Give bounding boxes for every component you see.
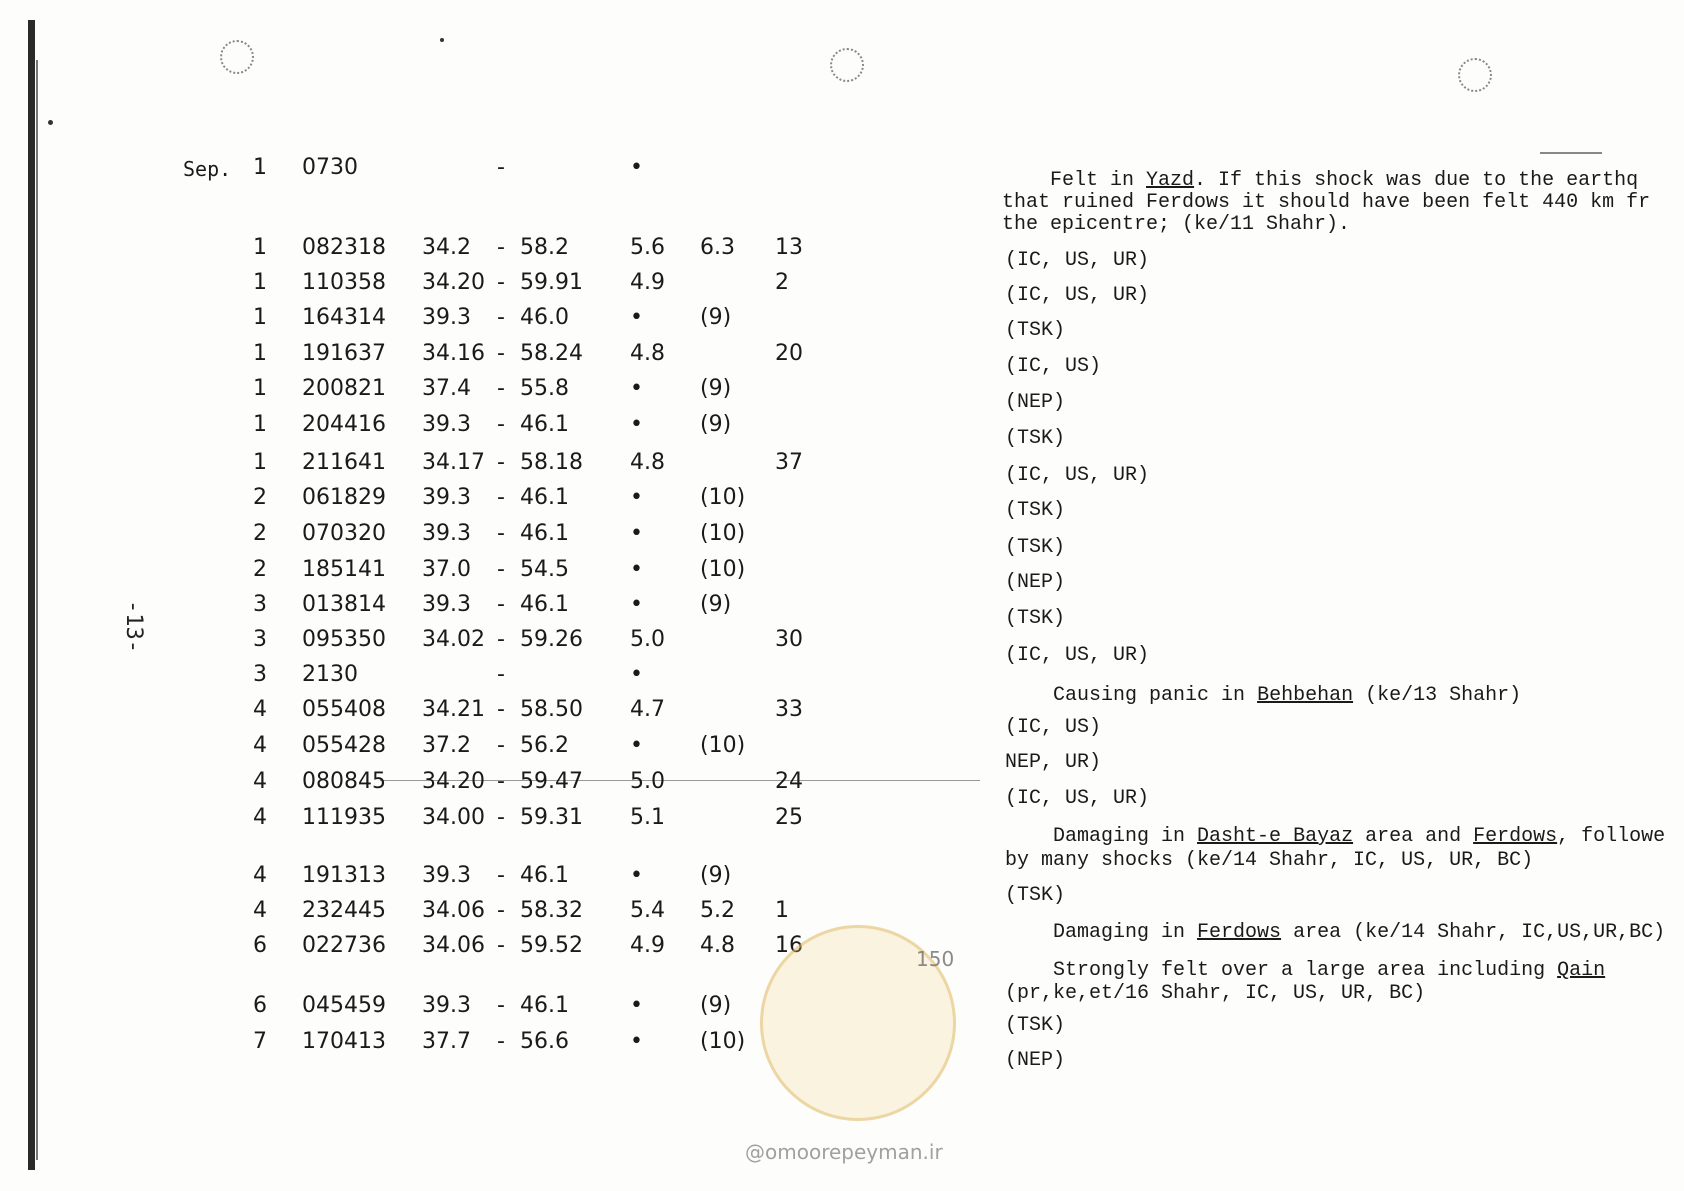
time-cell: 2130 (302, 662, 358, 687)
coordinate-separator: - (497, 557, 505, 582)
latitude-cell: 39.3 (422, 863, 471, 888)
latitude-cell: 34.02 (422, 627, 485, 652)
day-cell: 1 (253, 341, 267, 366)
magnitude-ms-cell: 6.3 (700, 235, 735, 260)
magnitude-mb-cell: 4.8 (630, 450, 665, 475)
remark-line: Damaging in Dasht-e Bayaz area and Ferdows, followe (1053, 825, 1666, 848)
longitude-cell: 56.6 (520, 1029, 569, 1054)
station-count-cell: 33 (775, 697, 803, 722)
time-cell: 045459 (302, 993, 386, 1018)
coordinate-separator: - (497, 521, 505, 546)
day-cell: 3 (253, 662, 267, 687)
longitude-cell: 55.8 (520, 376, 569, 401)
remark-line: (TSK) (1005, 1014, 1066, 1037)
day-cell: 3 (253, 627, 267, 652)
coordinate-separator: - (497, 450, 505, 475)
remark-line: (IC, US) (1005, 716, 1102, 739)
coordinate-separator: - (497, 592, 505, 617)
time-cell: 170413 (302, 1029, 386, 1054)
coordinate-separator: - (497, 1029, 505, 1054)
longitude-cell: 58.2 (520, 235, 569, 260)
day-cell: 4 (253, 733, 267, 758)
longitude-cell: 59.52 (520, 933, 583, 958)
speck (440, 38, 444, 42)
remark-line: (TSK) (1005, 884, 1066, 907)
magnitude-mb-cell: 5.1 (630, 805, 665, 830)
time-cell: 185141 (302, 557, 386, 582)
coordinate-separator: - (497, 270, 505, 295)
longitude-cell: 54.5 (520, 557, 569, 582)
station-count-cell: 13 (775, 235, 803, 260)
latitude-cell: 37.7 (422, 1029, 471, 1054)
magnitude-mb-cell: 4.9 (630, 270, 665, 295)
station-count-cell: 16 (775, 933, 803, 958)
magnitude-mb-cell: 5.0 (630, 627, 665, 652)
time-cell: 232445 (302, 898, 386, 923)
time-cell: 095350 (302, 627, 386, 652)
remark-line: Strongly felt over a large area including Qain (1053, 959, 1606, 982)
magnitude-mb-cell: • (630, 592, 643, 617)
magnitude-mb-cell: • (630, 305, 643, 330)
binding-shadow (36, 60, 38, 1160)
magnitude-ms-cell: (9) (700, 863, 732, 888)
longitude-cell: 46.1 (520, 485, 569, 510)
longitude-cell: 58.24 (520, 341, 583, 366)
coordinate-separator: - (497, 733, 505, 758)
page-number: -13- (121, 600, 146, 653)
binding-edge (28, 20, 35, 1170)
remark-line: (IC, US, UR) (1005, 249, 1150, 272)
month-label: Sep. (183, 157, 232, 181)
station-count-cell: 1 (775, 898, 789, 923)
magnitude-mb-cell: 4.8 (630, 341, 665, 366)
time-cell: 070320 (302, 521, 386, 546)
latitude-cell: 34.20 (422, 270, 485, 295)
latitude-cell: 37.4 (422, 376, 471, 401)
station-count-cell: 25 (775, 805, 803, 830)
latitude-cell: 39.3 (422, 305, 471, 330)
magnitude-mb-cell: 5.4 (630, 898, 665, 923)
latitude-cell: 34.16 (422, 341, 485, 366)
remark-line: (IC, US, UR) (1005, 284, 1150, 307)
day-cell: 1 (253, 376, 267, 401)
day-cell: 1 (253, 412, 267, 437)
magnitude-ms-cell: (10) (700, 557, 746, 582)
magnitude-ms-cell: (10) (700, 485, 746, 510)
longitude-cell: 56.2 (520, 733, 569, 758)
magnitude-mb-cell: • (630, 863, 643, 888)
day-cell: 1 (253, 270, 267, 295)
time-cell: 110358 (302, 270, 386, 295)
remark-line: (pr,ke,et/16 Shahr, IC, US, UR, BC) (1005, 982, 1426, 1005)
latitude-cell: 34.21 (422, 697, 485, 722)
day-cell: 1 (253, 155, 267, 180)
day-cell: 1 (253, 450, 267, 475)
magnitude-mb-cell: 5.0 (630, 769, 665, 794)
longitude-cell: 59.47 (520, 769, 583, 794)
punch-hole (220, 40, 254, 74)
longitude-cell: 59.91 (520, 270, 583, 295)
remark-line: (NEP) (1005, 571, 1066, 594)
magnitude-mb-cell: • (630, 557, 643, 582)
coordinate-separator: - (497, 863, 505, 888)
remark-line: (IC, US) (1005, 355, 1102, 378)
remark-line: (TSK) (1005, 427, 1066, 450)
magnitude-mb-cell: • (630, 733, 643, 758)
magnitude-mb-cell: • (630, 412, 643, 437)
time-cell: 055408 (302, 697, 386, 722)
latitude-cell: 34.2 (422, 235, 471, 260)
magnitude-mb-cell: • (630, 1029, 643, 1054)
longitude-cell: 58.50 (520, 697, 583, 722)
day-cell: 4 (253, 863, 267, 888)
magnitude-ms-cell: 4.8 (700, 933, 735, 958)
longitude-cell: 59.26 (520, 627, 583, 652)
remark-line: (TSK) (1005, 319, 1066, 342)
station-count-cell: 30 (775, 627, 803, 652)
coordinate-separator: - (497, 697, 505, 722)
magnitude-mb-cell: • (630, 993, 643, 1018)
day-cell: 6 (253, 933, 267, 958)
day-cell: 4 (253, 805, 267, 830)
coordinate-separator: - (497, 769, 505, 794)
day-cell: 1 (253, 235, 267, 260)
watermark-text: @omoorepeyman.ir (745, 1140, 943, 1164)
latitude-cell: 37.2 (422, 733, 471, 758)
time-cell: 200821 (302, 376, 386, 401)
magnitude-mb-cell: • (630, 155, 643, 180)
remark-line: the epicentre; (ke/11 Shahr). (1002, 213, 1351, 236)
coordinate-separator: - (497, 627, 505, 652)
longitude-cell: 46.1 (520, 592, 569, 617)
latitude-cell: 39.3 (422, 993, 471, 1018)
day-cell: 3 (253, 592, 267, 617)
latitude-cell: 34.06 (422, 933, 485, 958)
magnitude-ms-cell: (9) (700, 376, 732, 401)
coordinate-separator: - (497, 305, 505, 330)
scan-mark (1540, 152, 1602, 154)
latitude-cell: 34.20 (422, 769, 485, 794)
remark-line: (NEP) (1005, 1049, 1066, 1072)
longitude-cell: 46.1 (520, 521, 569, 546)
coordinate-separator: - (497, 155, 505, 180)
longitude-cell: 58.18 (520, 450, 583, 475)
magnitude-mb-cell: 5.6 (630, 235, 665, 260)
punch-hole (1458, 58, 1492, 92)
magnitude-mb-cell: 4.7 (630, 697, 665, 722)
magnitude-ms-cell: 5.2 (700, 898, 735, 923)
remark-line: (TSK) (1005, 607, 1066, 630)
magnitude-ms-cell: (10) (700, 1029, 746, 1054)
speck (48, 120, 53, 125)
time-cell: 211641 (302, 450, 386, 475)
time-cell: 055428 (302, 733, 386, 758)
remark-line: that ruined Ferdows it should have been felt 440 km fr (1002, 191, 1651, 214)
remark-line: (TSK) (1005, 499, 1066, 522)
day-cell: 4 (253, 898, 267, 923)
coordinate-separator: - (497, 898, 505, 923)
day-cell: 2 (253, 557, 267, 582)
day-cell: 4 (253, 697, 267, 722)
magnitude-ms-cell: (9) (700, 305, 732, 330)
remark-line: (IC, US, UR) (1005, 787, 1150, 810)
coordinate-separator: - (497, 485, 505, 510)
time-cell: 111935 (302, 805, 386, 830)
remark-line: (NEP) (1005, 391, 1066, 414)
day-cell: 7 (253, 1029, 267, 1054)
day-cell: 6 (253, 993, 267, 1018)
magnitude-ms-cell: (9) (700, 993, 732, 1018)
magnitude-ms-cell: (9) (700, 592, 732, 617)
remark-line: (TSK) (1005, 536, 1066, 559)
time-cell: 022736 (302, 933, 386, 958)
day-cell: 1 (253, 305, 267, 330)
magnitude-ms-cell: (10) (700, 733, 746, 758)
punch-hole (830, 48, 864, 82)
coordinate-separator: - (497, 933, 505, 958)
day-cell: 2 (253, 521, 267, 546)
remark-line: Felt in Yazd. If this shock was due to the earthq (1050, 169, 1639, 192)
time-cell: 061829 (302, 485, 386, 510)
coordinate-separator: - (497, 805, 505, 830)
latitude-cell: 39.3 (422, 412, 471, 437)
magnitude-ms-cell: (9) (700, 412, 732, 437)
coordinate-separator: - (497, 341, 505, 366)
time-cell: 191313 (302, 863, 386, 888)
time-cell: 164314 (302, 305, 386, 330)
latitude-cell: 34.17 (422, 450, 485, 475)
time-cell: 013814 (302, 592, 386, 617)
coordinate-separator: - (497, 376, 505, 401)
day-cell: 2 (253, 485, 267, 510)
longitude-cell: 46.0 (520, 305, 569, 330)
coordinate-separator: - (497, 235, 505, 260)
longitude-cell: 46.1 (520, 863, 569, 888)
time-cell: 204416 (302, 412, 386, 437)
magnitude-mb-cell: • (630, 376, 643, 401)
remark-line: Damaging in Ferdows area (ke/14 Shahr, IC,US,UR,BC) (1053, 921, 1666, 944)
magnitude-mb-cell: 4.9 (630, 933, 665, 958)
remark-line: NEP, UR) (1005, 751, 1102, 774)
day-cell: 4 (253, 769, 267, 794)
time-cell: 191637 (302, 341, 386, 366)
magnitude-mb-cell: • (630, 521, 643, 546)
latitude-cell: 39.3 (422, 485, 471, 510)
coordinate-separator: - (497, 993, 505, 1018)
latitude-cell: 34.06 (422, 898, 485, 923)
coordinate-separator: - (497, 412, 505, 437)
longitude-cell: 46.1 (520, 993, 569, 1018)
station-count-cell: 20 (775, 341, 803, 366)
longitude-cell: 59.31 (520, 805, 583, 830)
longitude-cell: 58.32 (520, 898, 583, 923)
time-cell: 0730 (302, 155, 358, 180)
latitude-cell: 34.00 (422, 805, 485, 830)
station-count-cell: 2 (775, 270, 789, 295)
remark-line: (IC, US, UR) (1005, 464, 1150, 487)
latitude-cell: 37.0 (422, 557, 471, 582)
remark-line: by many shocks (ke/14 Shahr, IC, US, UR, BC) (1005, 849, 1534, 872)
magnitude-ms-cell: (10) (700, 521, 746, 546)
magnitude-mb-cell: • (630, 662, 643, 687)
magnitude-mb-cell: • (630, 485, 643, 510)
stamp-number: 150 (916, 947, 955, 971)
longitude-cell: 46.1 (520, 412, 569, 437)
latitude-cell: 39.3 (422, 592, 471, 617)
remark-line: Causing panic in Behbehan (ke/13 Shahr) (1053, 684, 1522, 707)
latitude-cell: 39.3 (422, 521, 471, 546)
coordinate-separator: - (497, 662, 505, 687)
station-count-cell: 37 (775, 450, 803, 475)
station-count-cell: 24 (775, 769, 803, 794)
time-cell: 082318 (302, 235, 386, 260)
time-cell: 080845 (302, 769, 386, 794)
remark-line: (IC, US, UR) (1005, 644, 1150, 667)
